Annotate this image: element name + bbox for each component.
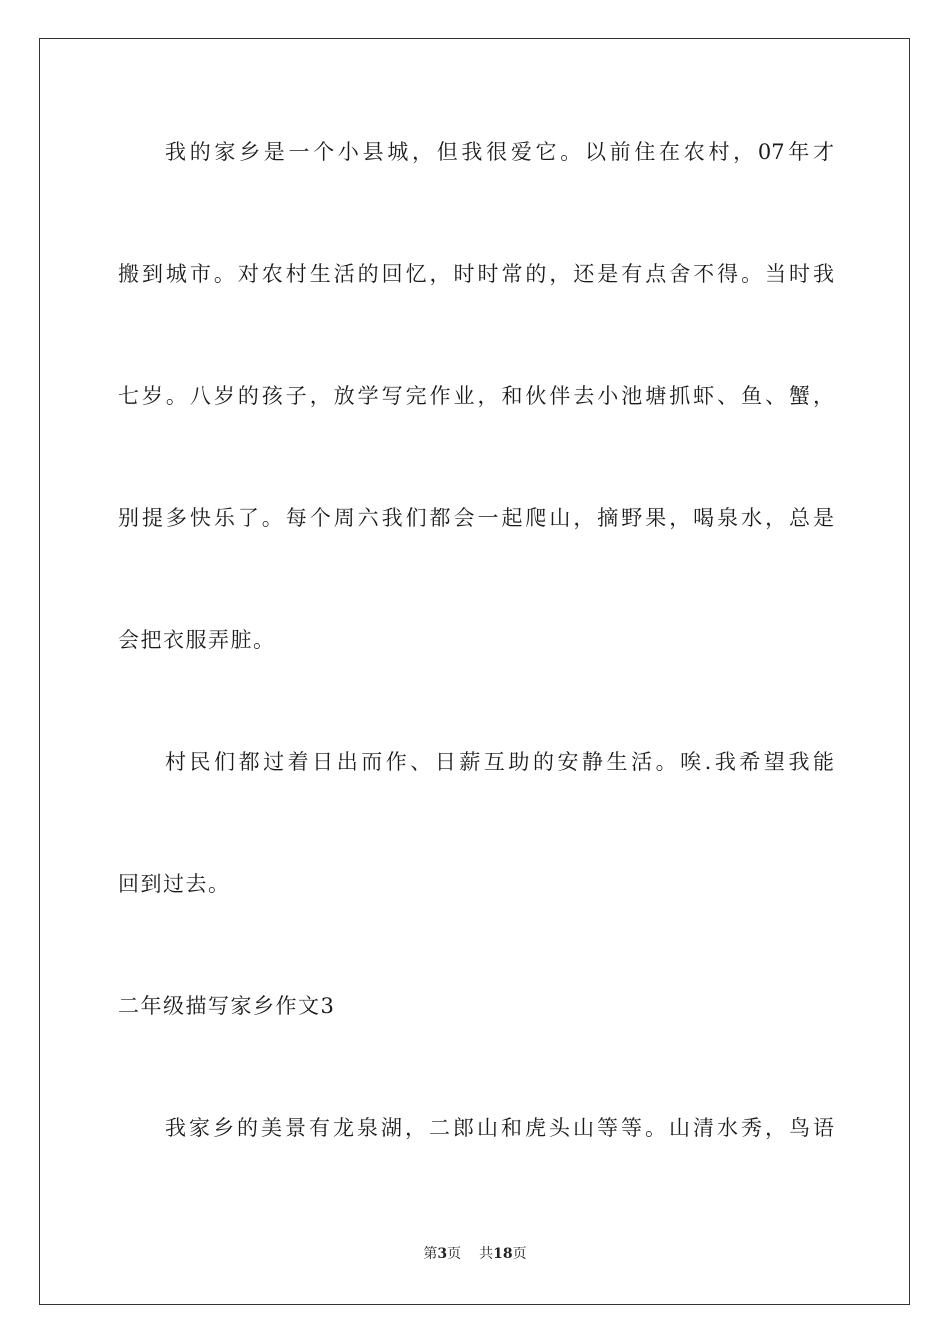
paragraph-line: 回到过去。 [118,872,231,896]
page-suffix: 页 [447,1246,462,1262]
page-number: 3 [437,1246,448,1262]
page-prefix: 第 [423,1246,438,1262]
paragraph-line: 村民们都过着日出而作、日薪互助的安静生活。唉.我希望我能 [165,750,834,774]
paragraph-line: 我的家乡是一个小县城，但我很爱它。以前住在农村，07年才 [165,140,834,164]
section-heading: 二年级描写家乡作文3 [118,994,336,1018]
paragraph-line: 搬到城市。对农村生活的回忆，时时常的，还是有点舍不得。当时我 [118,262,834,286]
paragraph-line: 我家乡的美景有龙泉湖，二郎山和虎头山等等。山清水秀，鸟语 [165,1116,834,1140]
total-pages: 18 [493,1246,513,1262]
paragraph-line: 别提多快乐了。每个周六我们都会一起爬山，摘野果，喝泉水，总是 [118,506,834,530]
page-footer [0,1244,950,1264]
paragraph-line: 七岁。八岁的孩子，放学写完作业，和伙伴去小池塘抓虾、鱼、蟹， [118,384,834,408]
paragraph-line: 会把衣服弄脏。 [118,628,276,652]
total-prefix: 共 [479,1246,494,1262]
total-suffix: 页 [512,1246,527,1262]
